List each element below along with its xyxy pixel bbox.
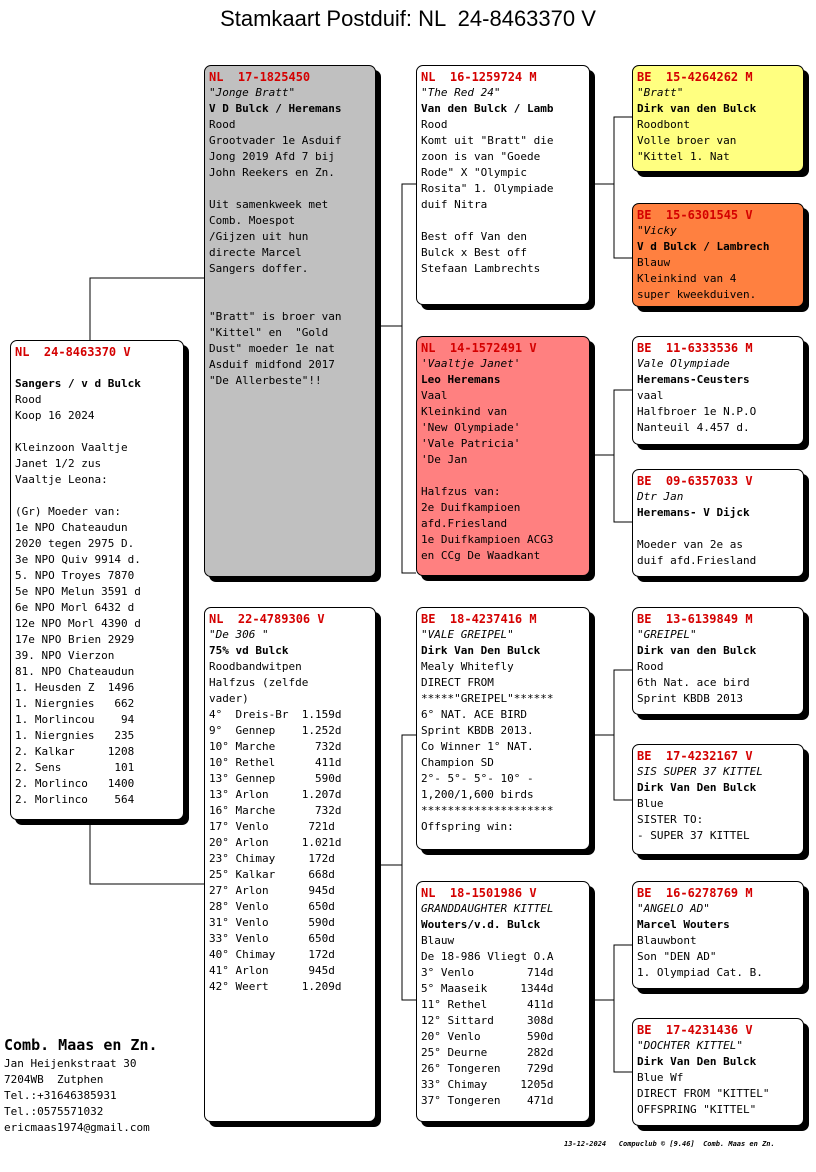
card-line: Champion SD bbox=[421, 756, 494, 769]
card-line: Roodbandwitpen bbox=[209, 660, 302, 673]
card-line: 11° Rethel 411d bbox=[421, 998, 554, 1011]
card-line bbox=[15, 360, 179, 376]
card-line: 27° Arlon 945d bbox=[209, 884, 335, 897]
card-line: 1. Morlincou 94 bbox=[15, 713, 135, 726]
card-line: 5e NPO Melun 3591 d bbox=[15, 585, 141, 598]
card-line: 3e NPO Quiv 9914 d. bbox=[15, 553, 141, 566]
breeder-line: V D Bulck / Heremans bbox=[209, 102, 342, 115]
card-line: duif afd.Friesland bbox=[637, 554, 757, 567]
card-line bbox=[209, 293, 371, 309]
ring-number: BE 16-6278769 M bbox=[637, 886, 753, 900]
ring-number: BE 15-4264262 M bbox=[637, 70, 753, 84]
pedigree-card-dsd bbox=[632, 744, 804, 855]
card-line: 20° Venlo 590d bbox=[421, 1030, 554, 1043]
ring-number: BE 13-6139849 M bbox=[637, 612, 753, 626]
card-line: 1e Duifkampioen ACG3 bbox=[421, 533, 554, 546]
pedigree-card-dam-dam bbox=[416, 881, 590, 1122]
card-line: "Kittel" en "Gold bbox=[209, 326, 329, 339]
card-line: directe Marcel bbox=[209, 246, 302, 259]
owner-name: Comb. Maas en Zn. bbox=[4, 1036, 158, 1054]
card-line: Kleinkind van bbox=[421, 405, 508, 418]
card-line: 41° Arlon 945d bbox=[209, 964, 335, 977]
card-line: Sangers doffer. bbox=[209, 262, 309, 275]
card-line: Halfbroer 1e N.P.O bbox=[637, 405, 757, 418]
card-line: 28° Venlo 650d bbox=[209, 900, 335, 913]
card-line: Moeder van 2e as bbox=[637, 538, 743, 551]
owner-address: Jan Heijenkstraat 30 bbox=[4, 1057, 137, 1070]
pigeon-name: "DOCHTER KITTEL" bbox=[637, 1039, 743, 1052]
card-line: 20° Arlon 1.021d bbox=[209, 836, 342, 849]
breeder-line: Dirk Van Den Bulck bbox=[637, 781, 757, 794]
card-line: vader) bbox=[209, 692, 249, 705]
breeder-line: Heremans-Ceusters bbox=[637, 373, 750, 386]
breeder-line: Van den Bulck / Lamb bbox=[421, 102, 554, 115]
card-line: 81. NPO Chateaudun bbox=[15, 665, 135, 678]
pedigree-card-dam bbox=[204, 607, 376, 1122]
card-line: 25° Kalkar 668d bbox=[209, 868, 335, 881]
breeder-line: Dirk Van Den Bulck bbox=[421, 644, 541, 657]
card-line: Comb. Moespot bbox=[209, 214, 296, 227]
pigeon-name: Vale Olympiade bbox=[637, 357, 730, 370]
breeder-line: 75% vd Bulck bbox=[209, 644, 289, 657]
pigeon-name: SIS SUPER 37 KITTEL bbox=[637, 765, 763, 778]
card-line: Rood bbox=[421, 118, 448, 131]
ring-number: NL 17-1825450 bbox=[209, 70, 311, 84]
card-line: Kleinkind van 4 bbox=[637, 272, 737, 285]
card-line: Son "DEN AD" bbox=[637, 950, 717, 963]
card-line: Mealy Whitefly bbox=[421, 660, 514, 673]
pedigree-card-sire-sire bbox=[416, 65, 590, 305]
pedigree-card-sds bbox=[632, 336, 804, 445]
ring-number: BE 17-4232167 V bbox=[637, 749, 753, 763]
breeder-line: Leo Heremans bbox=[421, 373, 501, 386]
ring-number: BE 18-4237416 M bbox=[421, 612, 537, 626]
card-line: super kweekduiven. bbox=[637, 288, 757, 301]
ring-number: NL 24-8463370 V bbox=[15, 345, 131, 359]
card-line: Blue Wf bbox=[637, 1071, 684, 1084]
card-line: 33° Chimay 1205d bbox=[421, 1078, 554, 1091]
breeder-line: Wouters/v.d. Bulck bbox=[421, 918, 541, 931]
card-line: 4° Dreis-Br 1.159d bbox=[209, 708, 342, 721]
card-line: Sprint KBDB 2013 bbox=[637, 692, 743, 705]
pigeon-name: "The Red 24" bbox=[421, 86, 501, 99]
card-line: 2. Morlinco 1400 bbox=[15, 777, 135, 790]
ring-number: BE 17-4231436 V bbox=[637, 1023, 753, 1037]
breeder-line: Dirk van den Bulck bbox=[637, 102, 757, 115]
ring-number: BE 09-6357033 V bbox=[637, 474, 753, 488]
card-line: Vaaltje Leona: bbox=[15, 473, 108, 486]
card-line: afd.Friesland bbox=[421, 517, 508, 530]
card-line bbox=[15, 424, 179, 440]
owner-info bbox=[4, 1034, 158, 1136]
card-line: Halfzus (zelfde bbox=[209, 676, 309, 689]
card-line: (Gr) Moeder van: bbox=[15, 505, 121, 518]
card-line: John Reekers en Zn. bbox=[209, 166, 335, 179]
card-line: De 18-986 Vliegt O.A bbox=[421, 950, 554, 963]
pedigree-card-sire-dam bbox=[416, 336, 590, 576]
card-line: "Bratt" is broer van bbox=[209, 310, 342, 323]
page-title: Stamkaart Postduif: NL 24-8463370 V bbox=[220, 6, 596, 31]
card-line: Janet 1/2 zus bbox=[15, 457, 102, 470]
pigeon-name: "Jonge Bratt" bbox=[209, 86, 296, 99]
card-line: 1. Niergnies 235 bbox=[15, 729, 135, 742]
ring-number: BE 11-6333536 M bbox=[637, 341, 753, 355]
pedigree-card-ddd bbox=[632, 1018, 804, 1126]
pedigree-card-ssd bbox=[632, 203, 804, 307]
ring-number: NL 22-4789306 V bbox=[209, 612, 325, 626]
breeder-line: Dirk Van Den Bulck bbox=[637, 1055, 757, 1068]
pedigree-card-subject bbox=[10, 340, 184, 820]
card-line: Rood bbox=[637, 660, 664, 673]
card-line: 1. Niergnies 662 bbox=[15, 697, 135, 710]
card-line bbox=[15, 488, 179, 504]
card-line: 2020 tegen 2975 D. bbox=[15, 537, 135, 550]
card-line: Blauwbont bbox=[637, 934, 697, 947]
card-line: Grootvader 1e Asduif bbox=[209, 134, 342, 147]
card-line: 6e NPO Morl 6432 d bbox=[15, 601, 135, 614]
card-line: Rode" X "Olympic bbox=[421, 166, 527, 179]
card-line: Sprint KBDB 2013. bbox=[421, 724, 534, 737]
pigeon-name: "VALE GREIPEL" bbox=[421, 628, 514, 641]
card-line: 2°- 5°- 5°- 10° - bbox=[421, 772, 534, 785]
card-line: Blauw bbox=[637, 256, 671, 269]
card-line: 26° Tongeren 729d bbox=[421, 1062, 554, 1075]
card-line: SISTER TO: bbox=[637, 813, 704, 826]
ring-number: NL 16-1259724 M bbox=[421, 70, 537, 84]
card-line: 12e NPO Morl 4390 d bbox=[15, 617, 141, 630]
card-line: 33° Venlo 650d bbox=[209, 932, 335, 945]
card-line: Koop 16 2024 bbox=[15, 409, 95, 422]
card-line: Bulck x Best off bbox=[421, 246, 527, 259]
card-line: - SUPER 37 KITTEL bbox=[637, 829, 750, 842]
card-line: 42° Weert 1.209d bbox=[209, 980, 342, 993]
pedigree-card-sire bbox=[204, 65, 376, 577]
pigeon-name: 'Vaaltje Janet' bbox=[421, 357, 521, 370]
card-line bbox=[421, 468, 585, 484]
breeder-line: Sangers / v d Bulck bbox=[15, 377, 141, 390]
breeder-line: Marcel Wouters bbox=[637, 918, 730, 931]
card-line: 1. Olympiad Cat. B. bbox=[637, 966, 763, 979]
pigeon-name: "GREIPEL" bbox=[637, 628, 697, 641]
owner-phone: Tel.:+31646385931 bbox=[4, 1089, 117, 1102]
pigeon-name: "Bratt" bbox=[637, 86, 684, 99]
card-line bbox=[421, 213, 585, 229]
card-line: 2. Kalkar 1208 bbox=[15, 745, 135, 758]
card-line: 13° Gennep 590d bbox=[209, 772, 342, 785]
breeder-line: Heremans- V Dijck bbox=[637, 506, 750, 519]
card-line: Rosita" 1. Olympiade bbox=[421, 182, 554, 195]
pigeon-name: Dtr Jan bbox=[637, 490, 684, 503]
card-line: 'New Olympiade' bbox=[421, 421, 521, 434]
card-line: zoon is van "Goede bbox=[421, 150, 541, 163]
card-line: Komt uit "Bratt" die bbox=[421, 134, 554, 147]
pedigree-card-dds bbox=[632, 881, 804, 989]
card-line: Jong 2019 Afd 7 bij bbox=[209, 150, 335, 163]
card-line: Roodbont bbox=[637, 118, 690, 131]
owner-phone: Tel.:0575571032 bbox=[4, 1105, 104, 1118]
card-line: Blue bbox=[637, 797, 664, 810]
card-line: 2e Duifkampioen bbox=[421, 501, 521, 514]
card-line: 1,200/1,600 birds bbox=[421, 788, 534, 801]
card-line: Blauw bbox=[421, 934, 455, 947]
card-line: 2. Sens 101 bbox=[15, 761, 135, 774]
print-footer: 13-12-2024 Compuclub © [9.46] Comb. Maas en Zn. bbox=[564, 1140, 775, 1148]
ring-number: BE 15-6301545 V bbox=[637, 208, 753, 222]
card-line: Stefaan Lambrechts bbox=[421, 262, 541, 275]
card-line: vaal bbox=[637, 389, 664, 402]
card-line: Asduif midfond 2017 bbox=[209, 358, 335, 371]
card-line: ******************** bbox=[421, 804, 554, 817]
card-line: 37° Tongeren 471d bbox=[421, 1094, 554, 1107]
card-line: "Kittel 1. Nat bbox=[637, 150, 730, 163]
card-line: 'Vale Patricia' bbox=[421, 437, 521, 450]
card-line: Nanteuil 4.457 d. bbox=[637, 421, 750, 434]
card-line: 10° Marche 732d bbox=[209, 740, 342, 753]
card-line: 5. NPO Troyes 7870 bbox=[15, 569, 135, 582]
card-line: Rood bbox=[209, 118, 236, 131]
pigeon-name: "De 306 " bbox=[209, 628, 269, 641]
card-line: 6th Nat. ace bird bbox=[637, 676, 750, 689]
pedigree-card-sss bbox=[632, 65, 804, 172]
card-line: 23° Chimay 172d bbox=[209, 852, 335, 865]
card-line: 2. Morlinco 564 bbox=[15, 793, 135, 806]
card-line: DIRECT FROM bbox=[421, 676, 494, 689]
card-line: 16° Marche 732d bbox=[209, 804, 342, 817]
pigeon-name: GRANDDAUGHTER KITTEL bbox=[421, 902, 554, 915]
card-line: 17e NPO Brien 2929 bbox=[15, 633, 135, 646]
card-line: 9° Gennep 1.252d bbox=[209, 724, 342, 737]
card-line: 40° Chimay 172d bbox=[209, 948, 335, 961]
card-line bbox=[209, 181, 371, 197]
owner-city: 7204WB Zutphen bbox=[4, 1073, 104, 1086]
card-line: *****"GREIPEL"****** bbox=[421, 692, 554, 705]
card-line bbox=[209, 277, 371, 293]
card-line: Kleinzoon Vaaltje bbox=[15, 441, 128, 454]
card-line: Vaal bbox=[421, 389, 448, 402]
card-line: Best off Van den bbox=[421, 230, 527, 243]
card-line: en CCg De Waadkant bbox=[421, 549, 541, 562]
card-line: DIRECT FROM "KITTEL" bbox=[637, 1087, 770, 1100]
ring-number: NL 14-1572491 V bbox=[421, 341, 537, 355]
card-line: 1e NPO Chateaudun bbox=[15, 521, 128, 534]
card-line: 25° Deurne 282d bbox=[421, 1046, 554, 1059]
card-line: 39. NPO Vierzon bbox=[15, 649, 115, 662]
card-line: duif Nitra bbox=[421, 198, 488, 211]
breeder-line: V d Bulck / Lambrech bbox=[637, 240, 770, 253]
card-line: Volle broer van bbox=[637, 134, 737, 147]
card-line: Dust" moeder 1e nat bbox=[209, 342, 335, 355]
card-line: Rood bbox=[15, 393, 42, 406]
card-line: 6° NAT. ACE BIRD bbox=[421, 708, 527, 721]
card-line: 'De Jan bbox=[421, 453, 468, 466]
card-line: /Gijzen uit hun bbox=[209, 230, 309, 243]
ring-number: NL 18-1501986 V bbox=[421, 886, 537, 900]
card-line: 13° Arlon 1.207d bbox=[209, 788, 342, 801]
card-line: 17° Venlo 721d bbox=[209, 820, 335, 833]
card-line: 10° Rethel 411d bbox=[209, 756, 342, 769]
pedigree-card-dam-sire bbox=[416, 607, 590, 850]
card-line: "De Allerbeste"!! bbox=[209, 374, 322, 387]
card-line: 31° Venlo 590d bbox=[209, 916, 335, 929]
card-line: 5° Maaseik 1344d bbox=[421, 982, 554, 995]
card-line: Offspring win: bbox=[421, 820, 514, 833]
card-line: 3° Venlo 714d bbox=[421, 966, 554, 979]
pigeon-name: "Vicky bbox=[637, 224, 677, 237]
pigeon-name: "ANGELO AD" bbox=[637, 902, 710, 915]
card-line bbox=[637, 521, 799, 537]
owner-email: ericmaas1974@gmail.com bbox=[4, 1121, 150, 1134]
card-line: 12° Sittard 308d bbox=[421, 1014, 554, 1027]
card-line: OFFSPRING "KITTEL" bbox=[637, 1103, 757, 1116]
pedigree-card-sdd bbox=[632, 469, 804, 577]
card-line: Co Winner 1° NAT. bbox=[421, 740, 534, 753]
card-line: 1. Heusden Z 1496 bbox=[15, 681, 135, 694]
breeder-line: Dirk van den Bulck bbox=[637, 644, 757, 657]
pedigree-card-dss bbox=[632, 607, 804, 715]
card-line: Uit samenkweek met bbox=[209, 198, 329, 211]
card-line: Halfzus van: bbox=[421, 485, 501, 498]
